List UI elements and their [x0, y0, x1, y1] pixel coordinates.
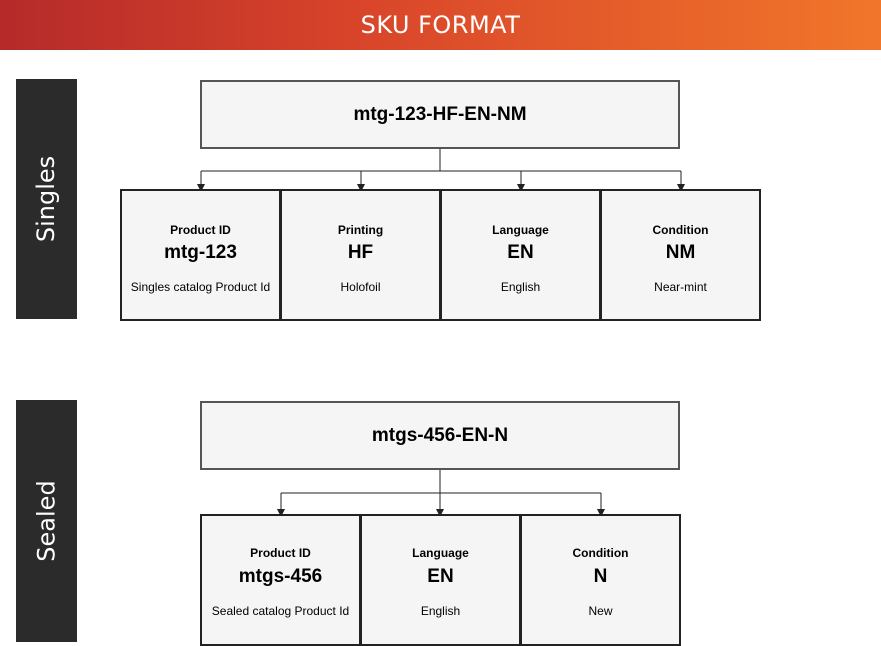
part-label: Language: [492, 223, 549, 237]
singles-label-text: Singles: [32, 155, 61, 243]
page-title: SKU FORMAT: [360, 11, 521, 39]
part-label: Product ID: [170, 223, 231, 237]
part-description: English: [500, 280, 541, 294]
part-label: Product ID: [250, 546, 311, 560]
sealed-sku-text: mtgs-456-EN-N: [371, 424, 509, 446]
singles-part-language: [440, 189, 601, 321]
singles-sku-text: mtg-123-HF-EN-NM: [353, 103, 527, 125]
sealed-connectors: [281, 470, 601, 513]
part-description: Singles catalog Product Id: [130, 280, 271, 294]
singles-connectors: [201, 149, 681, 188]
part-code: HF: [347, 242, 374, 263]
part-description: Near-mint: [654, 280, 707, 294]
part-label: Condition: [572, 546, 629, 560]
sealed-sku-box: [200, 401, 680, 470]
sealed-label-text: Sealed: [32, 480, 61, 562]
part-code: EN: [427, 566, 454, 587]
part-description: Holofoil: [340, 280, 381, 294]
part-label: Printing: [337, 223, 384, 237]
part-code: NM: [665, 242, 696, 263]
sealed-part-product-id: [200, 514, 361, 646]
singles-part-condition: [600, 189, 761, 321]
sealed-section-label: [16, 400, 77, 642]
sealed-part-language: [360, 514, 521, 646]
part-label: Condition: [652, 223, 709, 237]
part-code: N: [593, 566, 608, 587]
part-description: New: [588, 604, 613, 618]
part-code: mtgs-456: [238, 566, 323, 587]
part-code: EN: [507, 242, 534, 263]
singles-part-product-id: [120, 189, 281, 321]
singles-part-printing: [280, 189, 441, 321]
part-label: Language: [412, 546, 469, 560]
part-description: English: [420, 604, 461, 618]
sealed-part-condition: [520, 514, 681, 646]
part-code: mtg-123: [164, 242, 237, 263]
part-description: Sealed catalog Product Id: [211, 604, 350, 618]
